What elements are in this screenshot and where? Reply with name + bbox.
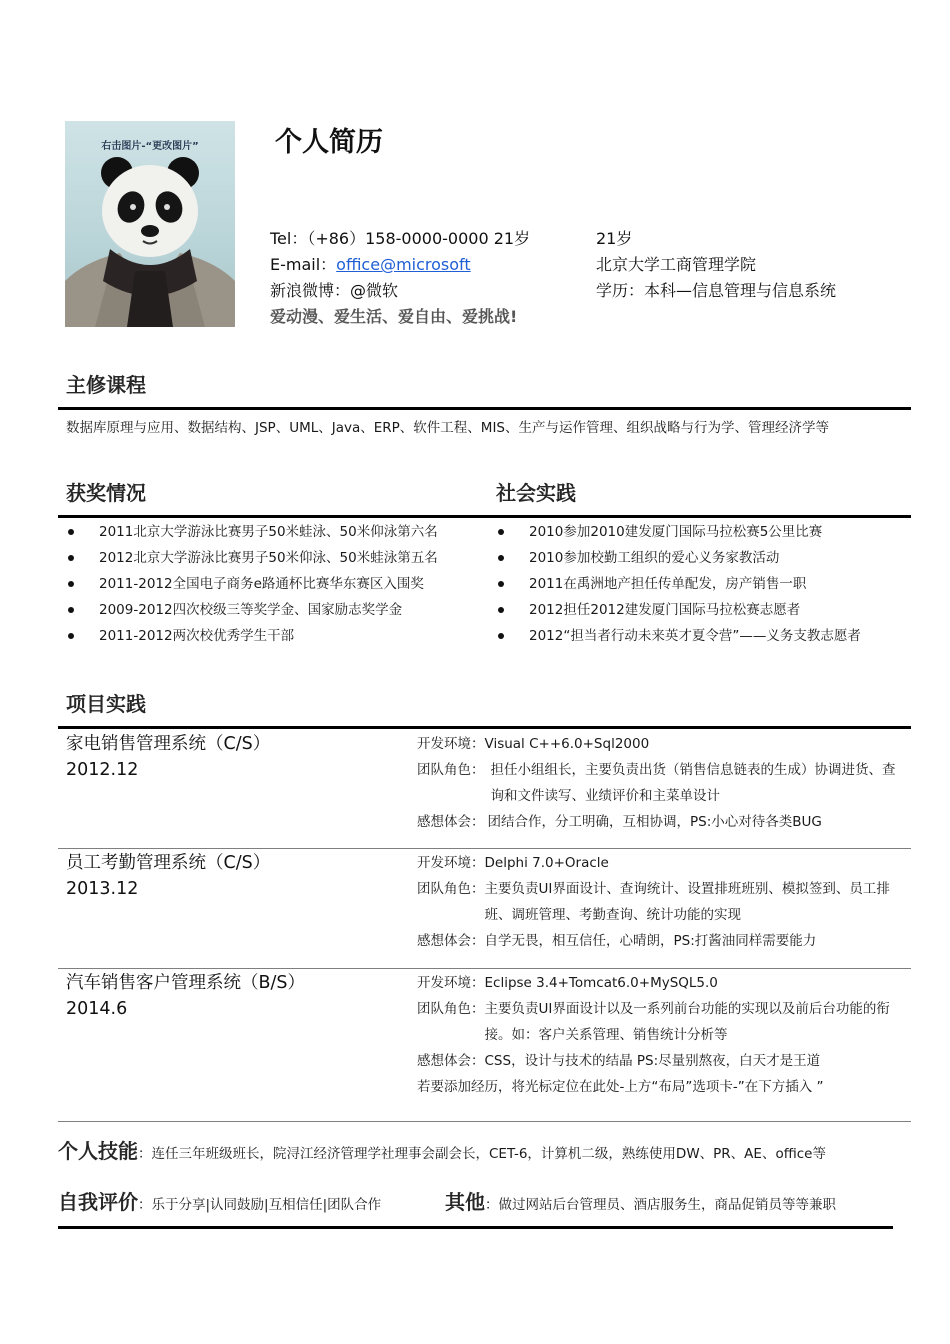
page-title: 个人简历 xyxy=(275,127,383,158)
awards-title: 获奖情况 xyxy=(66,481,146,505)
awards-divider xyxy=(58,515,911,518)
bullet-icon xyxy=(498,607,504,613)
list-item: 2012担任2012建发厦门国际马拉松赛志愿者 xyxy=(496,597,861,623)
project-date: 2014.6 xyxy=(66,999,128,1019)
project-name: 员工考勤管理系统（C/S） xyxy=(66,853,271,873)
education-info xyxy=(596,226,836,304)
list-item: 2012北京大学游泳比赛男子50米仰泳、50米蛙泳第五名 xyxy=(66,545,438,571)
list-item: 2012“担当者行动未来英才夏令营”——义务支教志愿者 xyxy=(496,623,861,649)
skills-label: 个人技能 xyxy=(58,1139,138,1163)
tel-text: Tel：（+86）158-0000-0000 21岁 xyxy=(270,229,531,248)
list-item: 2011-2012全国电子商务e路通杯比赛华东赛区入围奖 xyxy=(66,571,438,597)
bullet-icon xyxy=(68,607,74,613)
contact-info xyxy=(270,226,530,330)
list-item: 2011北京大学游泳比赛男子50米蛙泳、50米仰泳第六名 xyxy=(66,519,438,545)
bullet-icon xyxy=(68,529,74,535)
awards-list xyxy=(66,519,438,649)
list-item: 2009-2012四次校级三等奖学金、国家励志奖学金 xyxy=(66,597,438,623)
project-details: 开发环境： Delphi 7.0+Oracle 团队角色： 主要负责UI界面设计、查询统计、设置排班班别、模拟签到、员工排班、调班管理、考勤查询、统计功能的实现 感想体会： 自学无畏，相互信任，心晴朗，PS:打酱油同样需要能力 xyxy=(417,855,890,949)
school-text: 北京大学工商管理学院 xyxy=(596,255,757,274)
weibo-text: 新浪微博：@微软 xyxy=(270,281,399,300)
project-name: 家电销售管理系统（C/S） xyxy=(66,734,271,754)
projects-title: 项目实践 xyxy=(66,692,146,716)
other-label: 其他 xyxy=(445,1190,485,1214)
project-divider xyxy=(58,968,911,969)
project-details: 开发环境： Eclipse 3.4+Tomcat6.0+MySQL5.0 团队角色： 主要负责UI界面设计以及一系列前台功能的实现以及前后台功能的衔接。如：客户关系管理、销售统计分析等 感想体会： CSS，设计与技术的结晶 PS:尽量别熬夜，白天才是王道 若要添加经历，将光标定位在此处-上方“布局”选项卡-”在下方插入 ” xyxy=(417,970,907,1100)
project-note: 若要添加经历，将光标定位在此处-上方“布局”选项卡-”在下方插入 ” xyxy=(417,1079,824,1095)
courses-divider xyxy=(58,407,911,410)
other-text: ：做过网站后台管理员、酒店服务生，商品促销员等等兼职 xyxy=(485,1197,836,1213)
project-date: 2012.12 xyxy=(66,760,139,780)
skills-text: ：连任三年班级班长，院浔江经济管理学社理事会副会长，CET-6，计算机二级，熟练使用DW、PR、AE、office等 xyxy=(138,1146,826,1162)
list-item: 2011在禹洲地产担任传单配发，房产销售一职 xyxy=(496,571,861,597)
list-item: 2010参加2010建发厦门国际马拉松赛5公里比赛 xyxy=(496,519,861,545)
age-text: 21岁 xyxy=(596,229,633,248)
bullet-icon xyxy=(498,633,504,639)
bullet-icon xyxy=(498,581,504,587)
bullet-icon xyxy=(498,529,504,535)
profile-photo[interactable] xyxy=(65,121,235,327)
email-label: E-mail： xyxy=(270,255,337,274)
email-line xyxy=(270,252,530,278)
bullet-icon xyxy=(68,581,74,587)
projects-bottom-divider xyxy=(58,1121,911,1122)
photo-caption: 右击图片-“更改图片” xyxy=(101,141,199,152)
social-list xyxy=(496,519,861,649)
bullet-icon xyxy=(68,555,74,561)
self-eval-label: 自我评价 xyxy=(58,1190,138,1214)
courses-text: 数据库原理与应用、数据结构、JSP、UML、Java、ERP、软件工程、MIS、生产与运作管理、组织战略与行为学、管理经济学等 xyxy=(66,420,830,436)
other-line xyxy=(445,1186,836,1215)
project-date: 2013.12 xyxy=(66,879,139,899)
social-title: 社会实践 xyxy=(496,481,576,505)
bullet-icon xyxy=(498,555,504,561)
list-item: 2010参加校勤工组织的爱心义务家教活动 xyxy=(496,545,861,571)
degree-text: 学历：本科—信息管理与信息系统 xyxy=(596,281,837,300)
bottom-divider xyxy=(58,1226,893,1229)
panda-icon xyxy=(65,121,235,327)
courses-title: 主修课程 xyxy=(66,373,146,397)
project-divider xyxy=(58,848,911,849)
self-eval-text: ：乐于分享|认同鼓励|互相信任|团队合作 xyxy=(138,1197,382,1213)
list-item: 2011-2012两次校优秀学生干部 xyxy=(66,623,438,649)
project-name: 汽车销售客户管理系统（B/S） xyxy=(66,973,306,993)
motto-text: 爱动漫、爱生活、爱自由、爱挑战! xyxy=(270,307,518,326)
project-details: 开发环境： Visual C++6.0+Sql2000 团队角色： 担任小组组长，主要负责出货（销售信息链表的生成）协调进货、查询和文件读写、业绩评价和主菜单设计 感想体会： 团结合作，分工明确，互相协调，PS:小心对待各类BUG xyxy=(417,736,896,830)
bullet-icon xyxy=(68,633,74,639)
self-eval-line xyxy=(58,1186,381,1215)
projects-divider xyxy=(58,726,911,729)
skills-line xyxy=(58,1135,826,1164)
email-link[interactable]: office@microsoft xyxy=(336,255,471,274)
